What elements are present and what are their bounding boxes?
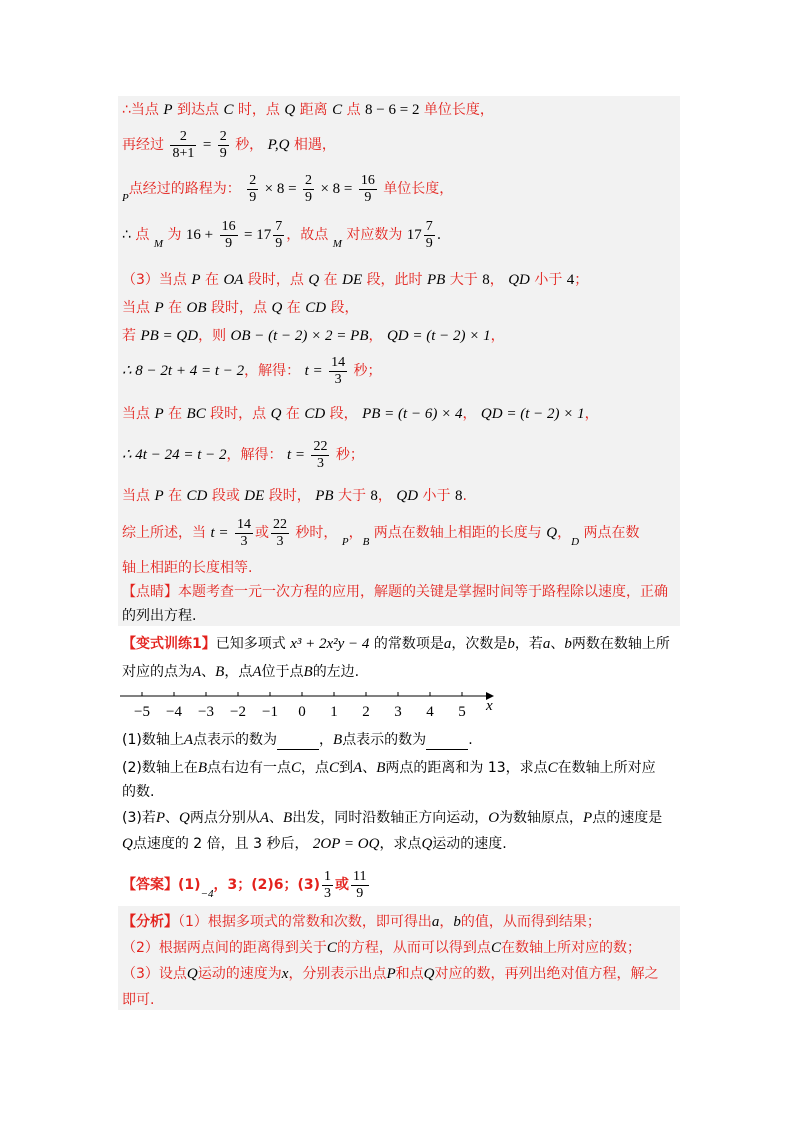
question-2-line-2: 的数. xyxy=(122,784,155,800)
tick-label: 0 xyxy=(298,704,306,720)
number-line-variable: x xyxy=(486,698,493,714)
tick-label: 2 xyxy=(362,704,370,720)
solution-line-3: $_P$点经过的路程为： $\frac{2}{9}$ × 8 = $\frac{2}{9}$ × 8 = $\frac{16}{9}$ 单位长度， xyxy=(122,172,454,205)
solution-line-7: 若 PB = QD，则 OB − (t − 2) × 2 = PB， QD = (t − 2) × 1， xyxy=(122,328,505,344)
key-point-line-2: 的列出方程. xyxy=(122,608,197,624)
question-3-line-2: Q点速度的 2 倍，且 3 秒后， 2OP = OQ，求点Q运动的速度. xyxy=(122,836,507,852)
tick-label: −2 xyxy=(230,704,246,720)
solution-line-4: ∴ 点 $_M$ 为 16 + $\frac{16}{9}$ = 17 $\frac{7}{9}$ ，故点 $_M$ 对应数为 17 $\frac{7}{9}$ . xyxy=(122,218,442,251)
number-line xyxy=(120,686,500,726)
analysis-line-1: 【分析】（1）根据多项式的常数和次数，即可得出a，b的值，从而得到结果； xyxy=(122,914,601,930)
tick-label: −1 xyxy=(262,704,278,720)
answer-blank-a[interactable] xyxy=(277,735,319,750)
analysis-line-3: （3）设点Q运动的速度为x，分别表示出点P和点Q对应的数，再列出绝对值方程，解之 xyxy=(122,966,659,982)
solution-line-10: ∴ 4t − 24 = t − 2，解得： t = $\frac{22}{3}$ 秒； xyxy=(122,438,364,471)
tick-label: 3 xyxy=(394,704,402,720)
tick-label: −5 xyxy=(134,704,150,720)
question-3-line-1: (3)若P、Q两点分别从A、B出发，同时沿数轴正方向运动，O为数轴原点，P点的速度是 xyxy=(122,810,663,826)
key-point-line-1: 【点睛】本题考查一元一次方程的应用，解题的关键是掌握时间等于路程除以速度，正确 xyxy=(122,584,668,600)
answer-blank-b[interactable] xyxy=(426,735,468,750)
solution-line-13: 轴上相距的长度相等. xyxy=(122,560,253,576)
solution-line-5: （3）当点 P 在 OA 段时，点 Q 在 DE 段，此时 PB 大于 8， QD 小于 4； xyxy=(122,272,589,288)
solution-line-12: 综上所述，当 t = $\frac{14}{3}$ 或 $\frac{22}{3}$ 秒时， $_P$，$_B$ 两点在数轴上相距的长度与 Q，$_D$ 两点在数 xyxy=(122,516,640,549)
analysis-line-4: 即可. xyxy=(122,992,155,1008)
analysis-line-2: （2）根据两点间的距离得到关于C的方程，从而可以得到点C在数轴上所对应的数； xyxy=(122,940,641,956)
exercise-line-1: 【变式训练1】已知多项式 x³ + 2x²y − 4 的常数项是a，次数是b，若a、b两数在数轴上所 xyxy=(122,636,670,652)
answer-line: 【答案】$(1)_{-4}$，3；(2)6；(3) $\frac{1}{3}$ 或 $\frac{11}{9}$ xyxy=(122,868,367,901)
solution-line-1: ∴当点 P 到达点 C 时，点 Q 距离 C 点 8 − 6 = 2 单位长度， xyxy=(122,102,494,118)
tick-label: 1 xyxy=(330,704,338,720)
exercise-line-2: 对应的点为A、B，点A位于点B的左边. xyxy=(122,664,360,680)
solution-line-11: 当点 P 在 CD 段或 DE 段时， PB 大于 8， QD 小于 8. xyxy=(122,488,467,504)
tick-label: −4 xyxy=(166,704,182,720)
question-2-line-1: (2)数轴上在B点右边有一点C，点C到A、B两点的距离和为 13，求点C在数轴上所对应 xyxy=(122,760,656,776)
solution-line-6: 当点 P 在 OB 段时，点 Q 在 CD 段， xyxy=(122,300,359,316)
solution-line-8: ∴ 8 − 2t + 4 = t − 2，解得： t = $\frac{14}{3}$ 秒； xyxy=(122,354,382,387)
tick-label: −3 xyxy=(198,704,214,720)
question-1: (1)数轴上A点表示的数为 ，B点表示的数为 . xyxy=(122,732,473,748)
tick-label: 4 xyxy=(426,704,434,720)
tick-label: 5 xyxy=(458,704,466,720)
solution-line-9: 当点 P 在 BC 段时，点 Q 在 CD 段， PB = (t − 6) × 4， QD = (t − 2) × 1， xyxy=(122,406,599,422)
solution-line-2: 再经过 $\frac{2}{8+1}$ = $\frac{2}{9}$ 秒， P,Q 相遇， xyxy=(122,128,336,161)
